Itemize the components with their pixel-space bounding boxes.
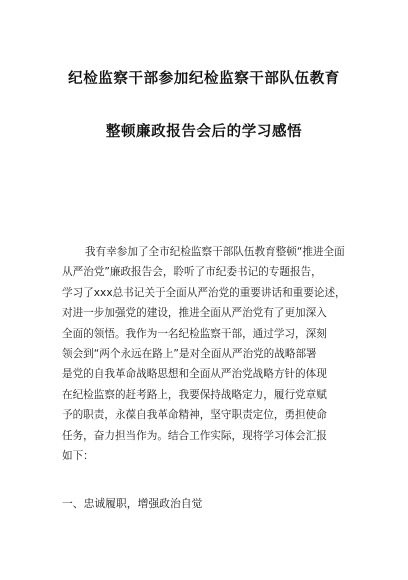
paragraph-line: 对进一步加强党的建设，推进全面从严治党有了更加深入 [62, 307, 327, 320]
paragraph-line: 是党的自我革命战略思想和全面从严治党战略方针的体现 [62, 368, 327, 381]
paragraph-line: 如下： [62, 449, 94, 462]
document-title-line-2: 整顿廉政报告会后的学习感悟 [105, 124, 303, 140]
paragraph-line: 任务，奋力担当作为。结合工作实际，现将学习体会汇报 [62, 429, 327, 442]
paragraph-line: 全面的领悟。我作为一名纪检监察干部，通过学习，深刻 [62, 327, 327, 340]
paragraph-line: 从严治党”廉政报告会，聆听了市纪委书记的专题报告， [62, 266, 322, 279]
paragraph-line: 予的职责，永葆自我革命精神，坚守职责定位，勇担使命 [62, 409, 327, 422]
body-paragraph [62, 242, 362, 466]
paragraph-line: 学习了xxx总书记关于全面从严治党的重要讲话和重要论述， [62, 286, 346, 299]
paragraph-line: 我有幸参加了全市纪检监察干部队伍教育整顿“推进全面 [85, 246, 345, 258]
paragraph-line: 在纪检监察的赶考路上，我要保持战略定力，履行党章赋 [62, 388, 327, 401]
paragraph-line: 领会到“两个永远在路上”是对全面从严治党的战略部署 [62, 347, 317, 360]
document-title-line-1: 纪检监察干部参加纪检监察干部队伍教育 [68, 71, 340, 87]
section-heading: 一、忠诚履职，增强政治自觉 [62, 497, 203, 510]
